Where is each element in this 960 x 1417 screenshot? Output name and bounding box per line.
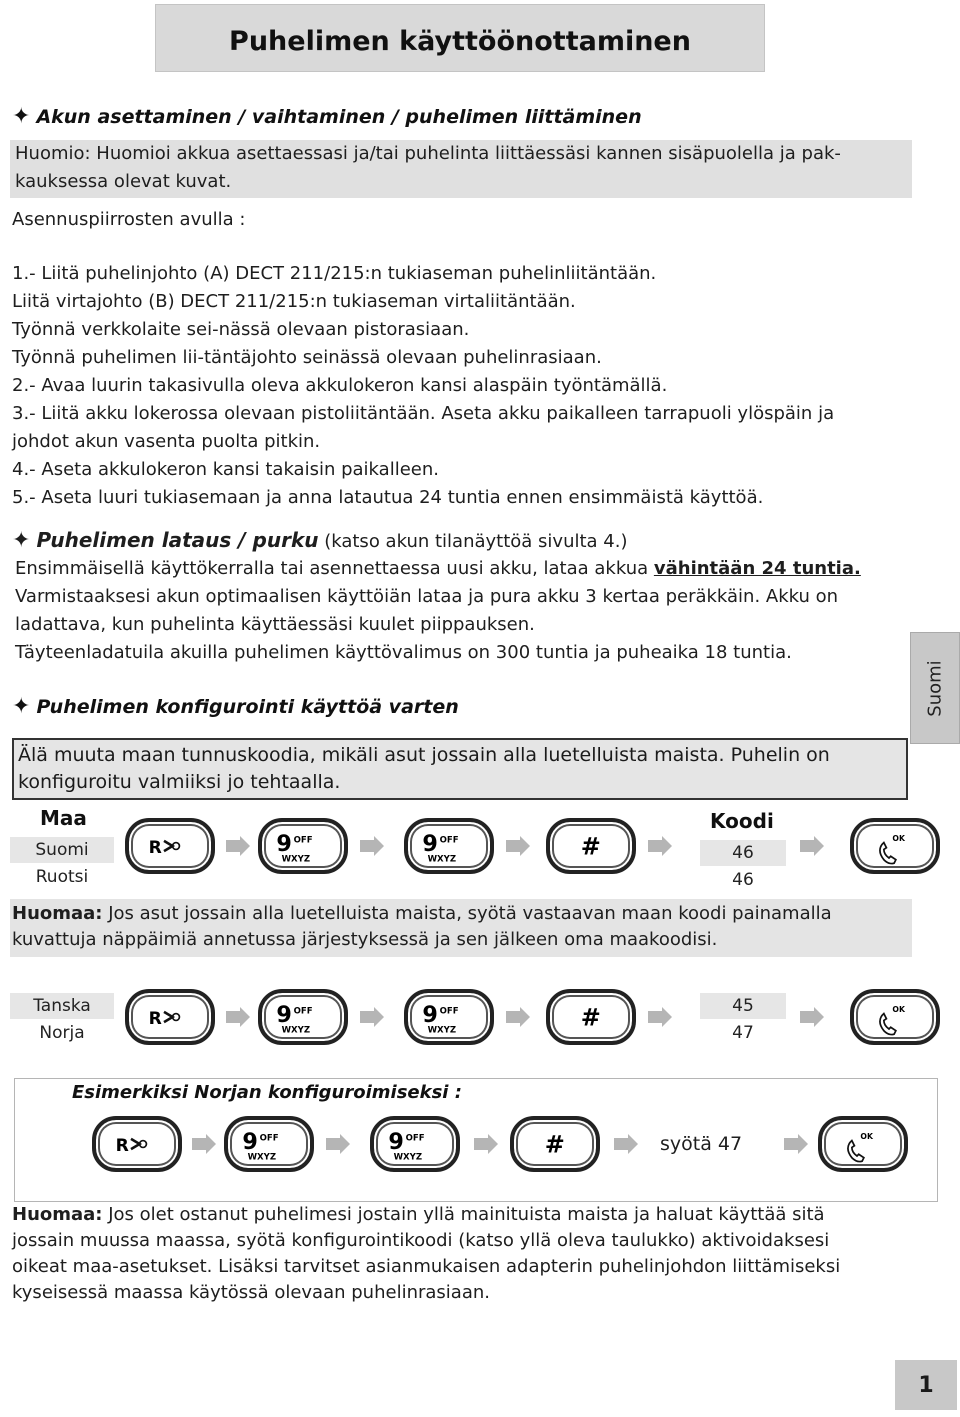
svg-text:WXYZ: WXYZ: [427, 1025, 457, 1036]
arrow-right-icon: [648, 1007, 672, 1027]
charging-line: Ensimmäisellä käyttökerralla tai asennettaessa uusi akku, lataa akkua vähintään 24 tuntia.: [15, 558, 861, 579]
nine-key-icon: [370, 1116, 460, 1172]
nine-key-icon: [258, 989, 348, 1045]
section-heading-config: ✦ Puhelimen konfigurointi käyttöä varten: [12, 694, 459, 719]
svg-text:#: #: [544, 1130, 565, 1159]
footer-note-line: Huomaa: Jos olet ostanut puhelimesi jostain yllä mainituista maista ja haluat käyttää sitä: [12, 1204, 825, 1225]
note-line: Huomio: Huomioi akkua asettaessasi ja/tai puhelinta liittäessäsi kannen sisäpuolella ja pak-: [15, 143, 841, 164]
arrow-right-icon: [800, 1007, 824, 1027]
hash-key-icon: [510, 1116, 600, 1172]
menu-key-icon: [125, 818, 215, 874]
country-cell: Ruotsi: [35, 867, 89, 887]
note-line: kuvattuja näppäimiä annetussa järjestyksessä ja sen jälkeen oma maakoodisi.: [12, 929, 718, 950]
svg-text:R: R: [115, 1135, 129, 1156]
arrow-right-icon: [360, 1007, 384, 1027]
arrow-right-icon: [648, 836, 672, 856]
ok-call-key-icon: [850, 989, 940, 1045]
step-line: Työnnä verkkolaite sei-nässä olevaan pistorasiaan.: [12, 319, 470, 340]
svg-text:9: 9: [276, 831, 292, 858]
example-input-text: syötä 47: [660, 1133, 743, 1155]
arrow-right-icon: [614, 1134, 638, 1154]
nine-key-icon: [404, 818, 494, 874]
svg-text:WXYZ: WXYZ: [393, 1152, 423, 1163]
page-title: Puhelimen käyttöönottaminen: [229, 25, 691, 57]
nine-key-icon: [224, 1116, 314, 1172]
star-bullet-icon: ✦: [12, 528, 31, 553]
arrow-right-icon: [192, 1134, 216, 1154]
column-header-country: Maa: [40, 806, 87, 830]
footer-note-line: jossain muussa maassa, syötä konfigurointikoodi (katso yllä oleva taulukko) aktivoidaksesi: [12, 1230, 830, 1251]
intro-line: Asennuspiirrosten avulla :: [12, 209, 246, 230]
example-title: Esimerkiksi Norjan konfiguroimiseksi :: [72, 1082, 462, 1103]
hash-key-icon: [546, 989, 636, 1045]
step-line: 3.- Liitä akku lokerossa olevaan pistoliitäntään. Aseta akku paikalleen tarrapuoli ylöspäin ja: [12, 403, 835, 424]
arrow-right-icon: [226, 1007, 250, 1027]
svg-text:WXYZ: WXYZ: [281, 1025, 311, 1036]
charging-line: ladattava, kun puhelinta käyttäessäsi kuulet piippauksen.: [15, 614, 535, 635]
country-cell: Tanska: [10, 993, 114, 1019]
svg-text:#: #: [580, 832, 601, 861]
ok-call-key-icon: [850, 818, 940, 874]
star-bullet-icon: ✦: [12, 104, 31, 129]
svg-text:OK: OK: [860, 1131, 873, 1141]
nine-key-icon: [404, 989, 494, 1045]
svg-text:OFF: OFF: [439, 1006, 459, 1017]
svg-text:WXYZ: WXYZ: [281, 854, 311, 865]
note-line: Huomaa: Jos asut jossain alla luetelluista maista, syötä vastaavan maan koodi painamalla: [12, 903, 832, 924]
country-cell: Norja: [39, 1023, 85, 1043]
svg-text:R: R: [148, 837, 162, 858]
arrow-right-icon: [226, 836, 250, 856]
step-line: johdot akun vasenta puolta pitkin.: [12, 431, 321, 452]
column-header-code: Koodi: [710, 809, 774, 833]
warning-line: Älä muuta maan tunnuskoodia, mikäli asut jossain alla luetelluista maista. Puhelin on: [18, 744, 830, 766]
arrow-right-icon: [506, 1007, 530, 1027]
step-line: 2.- Avaa luurin takasivulla oleva akkulokeron kansi alaspäin työntämällä.: [12, 375, 668, 396]
step-line: Liitä virtajohto (B) DECT 211/215:n tukiaseman virtaliitäntään.: [12, 291, 576, 312]
ok-call-key-icon: [818, 1116, 908, 1172]
arrow-right-icon: [506, 836, 530, 856]
emphasis-24h: vähintään 24 tuntia.: [653, 558, 861, 579]
code-cell: 47: [732, 1023, 754, 1043]
svg-text:9: 9: [422, 1002, 438, 1029]
code-cell: 46: [732, 870, 754, 890]
hash-key-icon: [546, 818, 636, 874]
charging-line: Varmistaaksesi akun optimaalisen käyttöiän lataa ja pura akku 3 kertaa peräkkäin. Akku on: [15, 586, 839, 607]
svg-text:OFF: OFF: [293, 1006, 313, 1017]
footer-note-line: oikeat maa-asetukset. Lisäksi tarvitset asianmukaisen adapterin puhelinjohdon liittämiseksi: [12, 1256, 841, 1277]
svg-text:#: #: [580, 1003, 601, 1032]
charging-line: Täyteenladatuila akuilla puhelimen käyttövalimus on 300 tuntia ja puheaika 18 tuntia.: [15, 642, 792, 663]
menu-key-icon: [125, 989, 215, 1045]
section-heading-text: Akun asettaminen / vaihtaminen / puhelimen liittäminen: [36, 106, 642, 128]
svg-text:9: 9: [242, 1129, 258, 1156]
footer-note-line: kyseisessä maassa käytössä olevaan puhelinrasiaan.: [12, 1282, 490, 1303]
svg-text:OFF: OFF: [293, 835, 313, 846]
svg-text:R: R: [148, 1008, 162, 1029]
step-line: 1.- Liitä puhelinjohto (A) DECT 211/215:n tukiaseman puhelinliitäntään.: [12, 263, 657, 284]
arrow-right-icon: [784, 1134, 808, 1154]
arrow-right-icon: [360, 836, 384, 856]
country-cell: Suomi: [10, 837, 114, 863]
svg-text:9: 9: [422, 831, 438, 858]
step-line: 5.- Aseta luuri tukiasemaan ja anna latautua 24 tuntia ennen ensimmäistä käyttöä.: [12, 487, 764, 508]
step-line: 4.- Aseta akkulokeron kansi takaisin paikalleen.: [12, 459, 439, 480]
svg-text:OFF: OFF: [439, 835, 459, 846]
svg-text:9: 9: [276, 1002, 292, 1029]
code-cell: 46: [700, 840, 786, 866]
svg-text:OK: OK: [892, 1004, 905, 1014]
code-cell: 45: [700, 993, 786, 1019]
warning-box: [12, 738, 908, 800]
menu-key-icon: [92, 1116, 182, 1172]
svg-text:9: 9: [388, 1129, 404, 1156]
page-number: 1: [895, 1360, 957, 1410]
svg-text:WXYZ: WXYZ: [247, 1152, 277, 1163]
nine-key-icon: [258, 818, 348, 874]
warning-line: konfiguroitu valmiiksi jo tehtaalla.: [18, 771, 341, 793]
svg-text:OFF: OFF: [259, 1133, 279, 1144]
note-line: kauksessa olevat kuvat.: [15, 171, 232, 192]
svg-text:OFF: OFF: [405, 1133, 425, 1144]
arrow-right-icon: [474, 1134, 498, 1154]
section-heading-charging: ✦ Puhelimen lataus / purku (katso akun tilanäyttöä sivulta 4.): [12, 528, 628, 553]
step-line: Työnnä puhelimen lii-täntäjohto seinässä olevaan puhelinrasiaan.: [12, 347, 602, 368]
language-tab: Suomi: [910, 632, 960, 744]
arrow-right-icon: [326, 1134, 350, 1154]
section-heading-battery: [12, 104, 642, 129]
title-banner: [155, 4, 765, 72]
star-bullet-icon: ✦: [12, 694, 31, 719]
svg-text:WXYZ: WXYZ: [427, 854, 457, 865]
svg-text:OK: OK: [892, 833, 905, 843]
arrow-right-icon: [800, 836, 824, 856]
